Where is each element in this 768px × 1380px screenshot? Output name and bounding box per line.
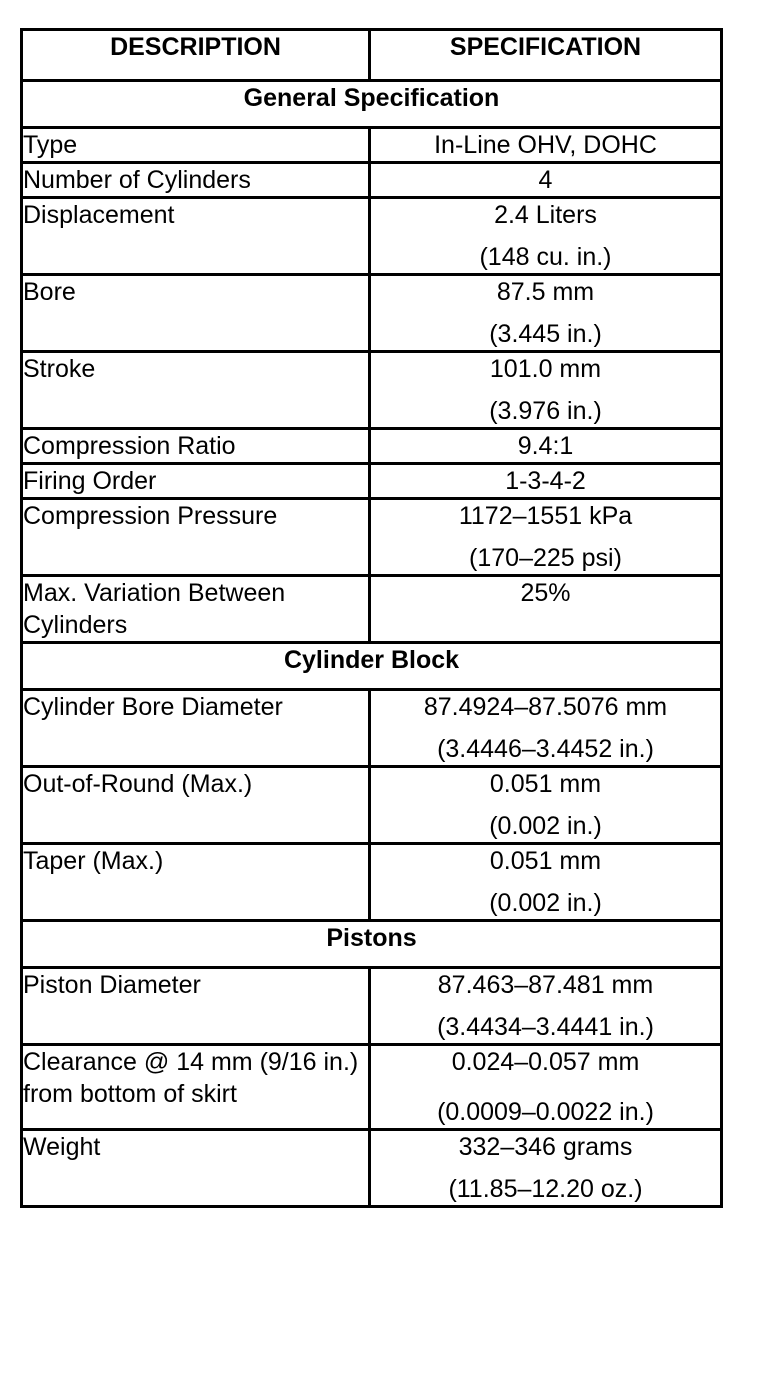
spec-line: 0.024–0.057 mm <box>451 1048 640 1076</box>
spec-line: (3.445 in.) <box>489 320 602 348</box>
spec-line: In-Line OHV, DOHC <box>434 131 657 159</box>
specification-table <box>20 28 723 1208</box>
spec-line: 101.0 mm <box>489 355 602 383</box>
table-row <box>22 464 722 499</box>
header-row <box>22 30 722 81</box>
specification-cell <box>370 198 722 275</box>
description-cell: Max. Variation Between Cylinders <box>22 576 370 643</box>
description-cell: Compression Pressure <box>22 499 370 576</box>
spec-line: 87.5 mm <box>496 278 595 306</box>
section-row <box>22 921 722 968</box>
description-cell: Cylinder Bore Diameter <box>22 690 370 767</box>
description-cell: Displacement <box>22 198 370 275</box>
specification-cell <box>370 1045 722 1130</box>
description-cell: Type <box>22 128 370 163</box>
spec-line: (3.976 in.) <box>489 397 602 425</box>
table-row <box>22 767 722 844</box>
spec-line: (0.002 in.) <box>489 889 602 917</box>
table-row <box>22 128 722 163</box>
spec-line: (3.4434–3.4441 in.) <box>437 1013 654 1041</box>
specification-cell <box>370 464 722 499</box>
table-row <box>22 1045 722 1130</box>
spec-line: (0.002 in.) <box>489 812 602 840</box>
spec-line: (0.0009–0.0022 in.) <box>437 1098 654 1126</box>
specification-cell <box>370 968 722 1045</box>
spec-line: 87.4924–87.5076 mm <box>423 693 668 721</box>
spec-line: (148 cu. in.) <box>479 243 612 271</box>
table-row <box>22 576 722 643</box>
description-cell: Stroke <box>22 352 370 429</box>
section-row <box>22 643 722 690</box>
spec-line: 0.051 mm <box>489 770 602 798</box>
specification-cell <box>370 163 722 198</box>
spec-line: (11.85–12.20 oz.) <box>448 1175 643 1203</box>
table-row <box>22 844 722 921</box>
spec-line: 332–346 grams <box>458 1133 633 1161</box>
specification-cell <box>370 844 722 921</box>
description-cell: Clearance @ 14 mm (9/16 in.) from bottom of skirt <box>22 1045 370 1130</box>
description-header: DESCRIPTION <box>22 30 370 81</box>
table-row <box>22 352 722 429</box>
description-cell: Bore <box>22 275 370 352</box>
description-cell: Number of Cylinders <box>22 163 370 198</box>
section-title: Cylinder Block <box>22 643 722 690</box>
table-row <box>22 499 722 576</box>
table-row <box>22 690 722 767</box>
spec-line: 25% <box>520 579 571 607</box>
spec-line: 1-3-4-2 <box>505 467 586 495</box>
table-row <box>22 429 722 464</box>
description-cell: Taper (Max.) <box>22 844 370 921</box>
specification-cell <box>370 352 722 429</box>
specification-cell <box>370 499 722 576</box>
description-cell: Weight <box>22 1130 370 1207</box>
specification-cell <box>370 690 722 767</box>
table-row <box>22 198 722 275</box>
description-cell: Piston Diameter <box>22 968 370 1045</box>
spec-line: 1172–1551 kPa <box>458 502 633 530</box>
description-cell: Out-of-Round (Max.) <box>22 767 370 844</box>
description-cell: Firing Order <box>22 464 370 499</box>
specification-cell <box>370 275 722 352</box>
spec-line: 87.463–87.481 mm <box>437 971 654 999</box>
specification-cell <box>370 767 722 844</box>
specification-cell <box>370 128 722 163</box>
section-row <box>22 81 722 128</box>
spec-line: 9.4:1 <box>517 432 574 460</box>
spec-line: 2.4 Liters <box>494 201 597 229</box>
spec-line: (170–225 psi) <box>469 544 622 572</box>
specification-cell <box>370 576 722 643</box>
description-cell: Compression Ratio <box>22 429 370 464</box>
spec-line: 0.051 mm <box>489 847 602 875</box>
section-title: General Specification <box>22 81 722 128</box>
table-row <box>22 163 722 198</box>
specification-header: SPECIFICATION <box>370 30 722 81</box>
specification-cell <box>370 1130 722 1207</box>
spec-line: (3.4446–3.4452 in.) <box>437 735 654 763</box>
table-row <box>22 1130 722 1207</box>
specification-cell <box>370 429 722 464</box>
table-row <box>22 275 722 352</box>
table-row <box>22 968 722 1045</box>
spec-line: 4 <box>538 166 553 194</box>
section-title: Pistons <box>22 921 722 968</box>
